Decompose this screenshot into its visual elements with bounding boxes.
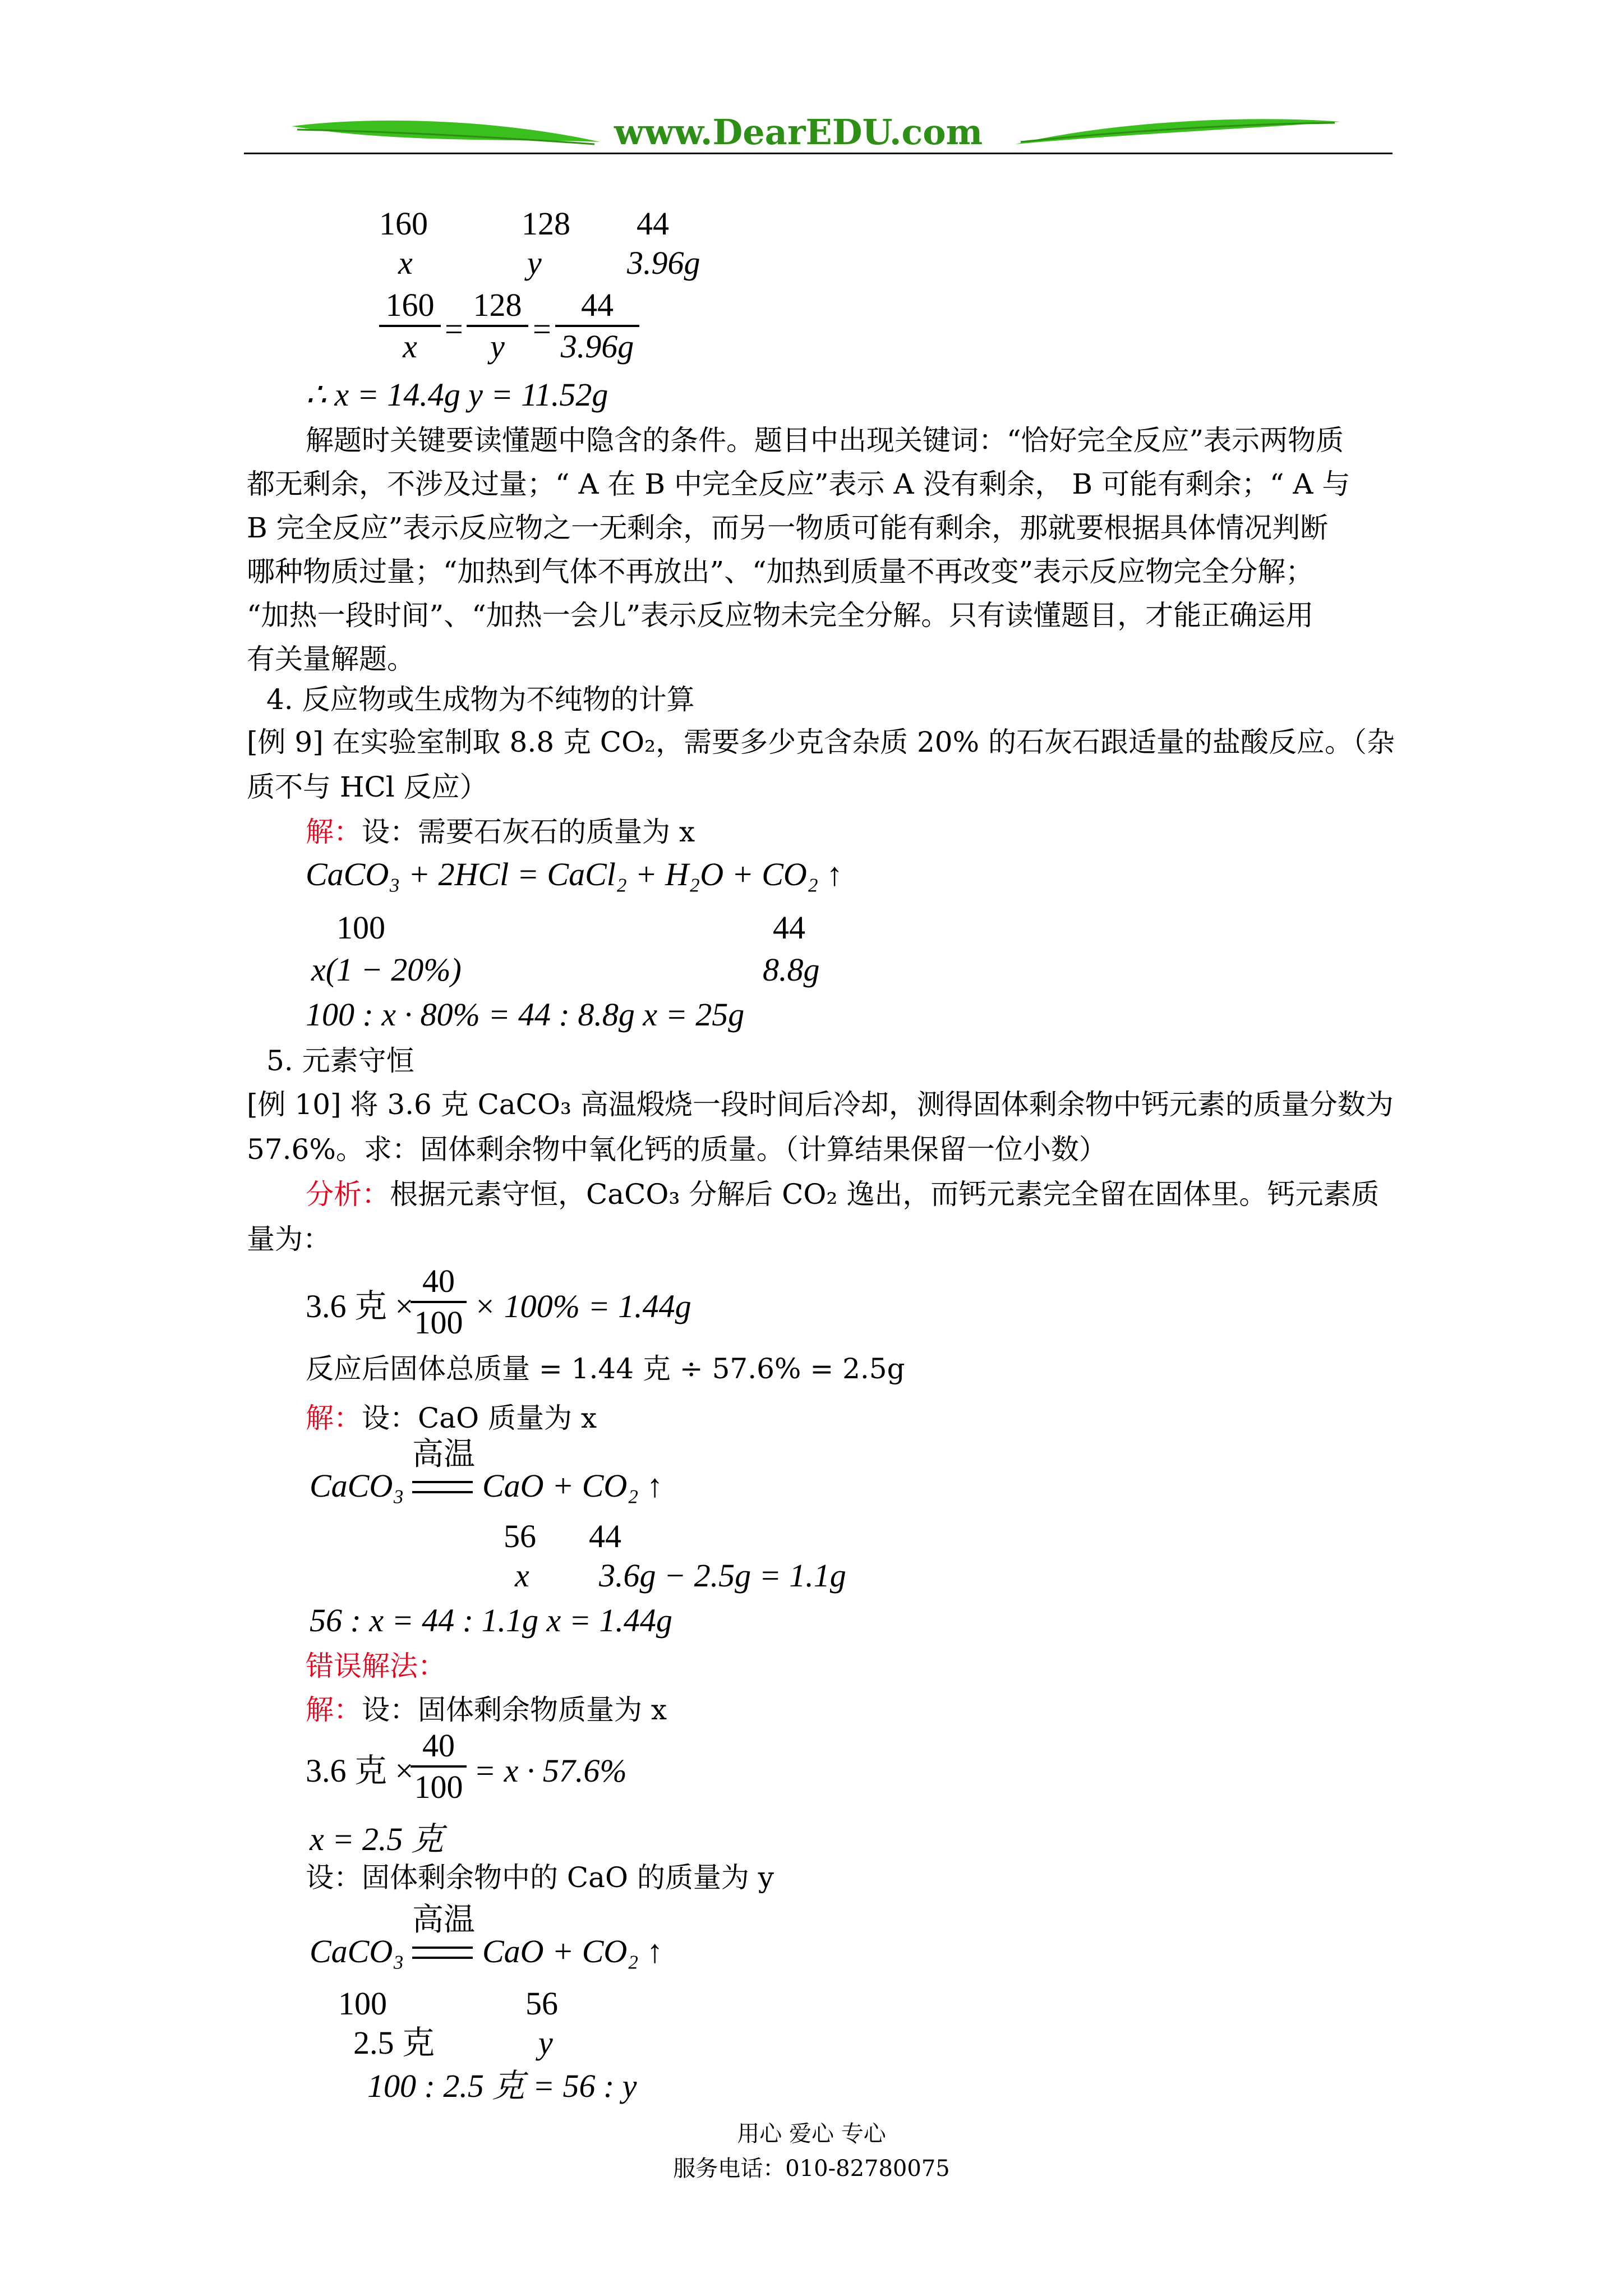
ex10-row-1-b: 44 — [589, 1518, 621, 1554]
calc1-right: × 100% = 1.44g — [474, 1288, 691, 1324]
equation-9: CaCO₃ + 2HCl = CaCl₂ + H₂O + CO₂ ↑ — [306, 856, 843, 892]
ex10-result: 56 : x = 44 : 1.1g x = 1.44g — [310, 1602, 672, 1639]
paragraph-line-2: 都无剩余，不涉及过量；“ A 在 B 中完全反应”表示 A 没有剩余， B 可能有剩余；“ A 与 — [247, 468, 1350, 500]
ratio-row-2-c: 3.96g — [627, 245, 700, 281]
fraction-1-num: 160 — [385, 287, 435, 323]
eq10-left: CaCO₃ — [310, 1467, 404, 1504]
ex10-row-2-a: x — [515, 1557, 529, 1594]
wrong-solution-label: 错误解法： — [306, 1650, 446, 1682]
wrow-2-b: y — [538, 2024, 553, 2061]
fraction-2-num: 128 — [473, 287, 522, 323]
fraction-3-num: 44 — [581, 287, 614, 323]
header-swoosh-right — [1015, 109, 1346, 154]
double-arrow-1 — [412, 1481, 473, 1493]
example-9-line-2: 质不与 HCl 反应） — [247, 771, 488, 803]
ex9-row-1-b: 44 — [773, 909, 805, 946]
solution-10 — [306, 1404, 597, 1432]
weq-right: CaO + CO₂ ↑ — [482, 1933, 663, 1970]
ex9-result: 100 : x · 80% = 44 : 8.8g x = 25g — [306, 996, 745, 1033]
fraction-1-den: x — [403, 328, 417, 365]
section-4-heading: 4. 反应物或生成物为不纯物的计算 — [266, 683, 695, 716]
example-10-line-1: [例 10] 将 3.6 克 CaCO₃ 高温煅烧一段时间后冷却，测得固体剩余物中钙元素的质量分数为 — [247, 1088, 1394, 1121]
condition-high-temp-2: 高温 — [412, 1902, 475, 1938]
double-arrow-2 — [412, 1947, 473, 1959]
ratio-row-2-b: y — [527, 245, 542, 281]
ex9-row-1-a: 100 — [336, 909, 385, 946]
paragraph-line-3: B 完全反应”表示反应物之一无剩余，而另一物质可能有剩余，那就要根据具体情况判断 — [247, 512, 1329, 544]
fraction-2-den: y — [490, 328, 505, 365]
footer-phone: 服务电话：010-82780075 — [673, 2156, 950, 2182]
header-swoosh-left — [292, 109, 606, 154]
analysis-10 — [306, 1178, 1380, 1211]
ex10-row-2-b: 3.6g − 2.5g = 1.1g — [599, 1557, 846, 1594]
wcalc-den: 100 — [414, 1769, 463, 1805]
ratio-row-1-a: 160 — [379, 205, 428, 242]
ratio-row-1-b: 128 — [522, 205, 570, 242]
fraction-1 — [379, 289, 441, 363]
wcalc-left: 3.6 克 × — [306, 1752, 414, 1789]
analysis-cont: 量为： — [247, 1223, 331, 1255]
wrow-2-a: 2.5 克 — [353, 2024, 435, 2061]
eq10-right: CaO + CO₂ ↑ — [482, 1467, 663, 1504]
solution-10-text: 设：CaO 质量为 x — [362, 1402, 597, 1434]
wcalc-num: 40 — [422, 1727, 455, 1764]
paragraph-line-6: 有关量解题。 — [247, 643, 415, 675]
weq-left: CaCO₃ — [310, 1933, 404, 1970]
solution-9 — [306, 818, 695, 846]
calc1-den: 100 — [414, 1304, 463, 1341]
block1-result: ∴ x = 14.4g y = 11.52g — [306, 376, 608, 413]
calc1-fraction — [411, 1265, 467, 1339]
ex9-row-2-b: 8.8g — [763, 951, 820, 988]
ex9-row-2-a: x(1 − 20%) — [311, 951, 462, 988]
fraction-3-den: 3.96g — [560, 328, 634, 365]
fraction-2 — [467, 289, 528, 363]
wset: 设：固体剩余物中的 CaO 的质量为 y — [306, 1861, 774, 1894]
condition-high-temp-1: 高温 — [412, 1436, 475, 1473]
calc1-num: 40 — [422, 1263, 455, 1299]
wrong-solution-set — [306, 1696, 667, 1724]
footer-slogan: 用心 爱心 专心 — [737, 2121, 886, 2147]
ratio-row-1-c: 44 — [637, 205, 669, 242]
analysis-text: 根据元素守恒，CaCO₃ 分解后 CO₂ 逸出，而钙元素完全留在固体里。钙元素质 — [390, 1178, 1380, 1211]
wfinal: 100 : 2.5 克 = 56 : y — [367, 2068, 637, 2104]
wrow-1-a: 100 — [338, 1985, 387, 2022]
analysis-label: 分析： — [306, 1178, 390, 1211]
header-rule — [244, 153, 1393, 154]
calc2: 反应后固体总质量 = 1.44 克 ÷ 57.6% = 2.5g — [306, 1352, 905, 1385]
solution-10-label: 解： — [306, 1402, 362, 1434]
header-site-name: www.DearEDU.com — [614, 112, 983, 153]
paragraph-line-1: 解题时关键要读懂题中隐含的条件。题目中出现关键词：“恰好完全反应”表示两物质 — [306, 424, 1344, 457]
wrong-solution-sol-label: 解： — [306, 1694, 362, 1726]
wcalc-fraction — [411, 1729, 467, 1803]
wrow-1-b: 56 — [525, 1985, 558, 2022]
example-9-line-1: [例 9] 在实验室制取 8.8 克 CO₂，需要多少克含杂质 20% 的石灰石跟适量的盐酸反应。（杂 — [247, 726, 1395, 758]
section-5-heading: 5. 元素守恒 — [266, 1045, 414, 1077]
ex10-row-1-a: 56 — [504, 1518, 536, 1554]
solution-9-text: 设：需要石灰石的质量为 x — [362, 816, 695, 848]
equals-1: = — [445, 311, 463, 347]
paragraph-line-4: 哪种物质过量；“加热到气体不再放出”、“加热到质量不再改变”表示反应物完全分解； — [247, 555, 1314, 588]
ratio-row-2-a: x — [398, 245, 413, 281]
solution-9-label: 解： — [306, 816, 362, 848]
equals-2: = — [533, 311, 551, 347]
calc1-left: 3.6 克 × — [306, 1288, 414, 1324]
wcalc-right: = x · 57.6% — [474, 1752, 627, 1789]
wrong-solution-sol-text: 设：固体剩余物质量为 x — [362, 1694, 667, 1726]
paragraph-line-5: “加热一段时间”、“加热一会儿”表示反应物未完全分解。只有读懂题目，才能正确运用 — [247, 599, 1314, 632]
example-10-line-2: 57.6%。求：固体剩余物中氧化钙的质量。（计算结果保留一位小数） — [247, 1133, 1107, 1166]
fraction-3 — [555, 289, 639, 363]
wresult: x = 2.5 克 — [310, 1821, 444, 1857]
